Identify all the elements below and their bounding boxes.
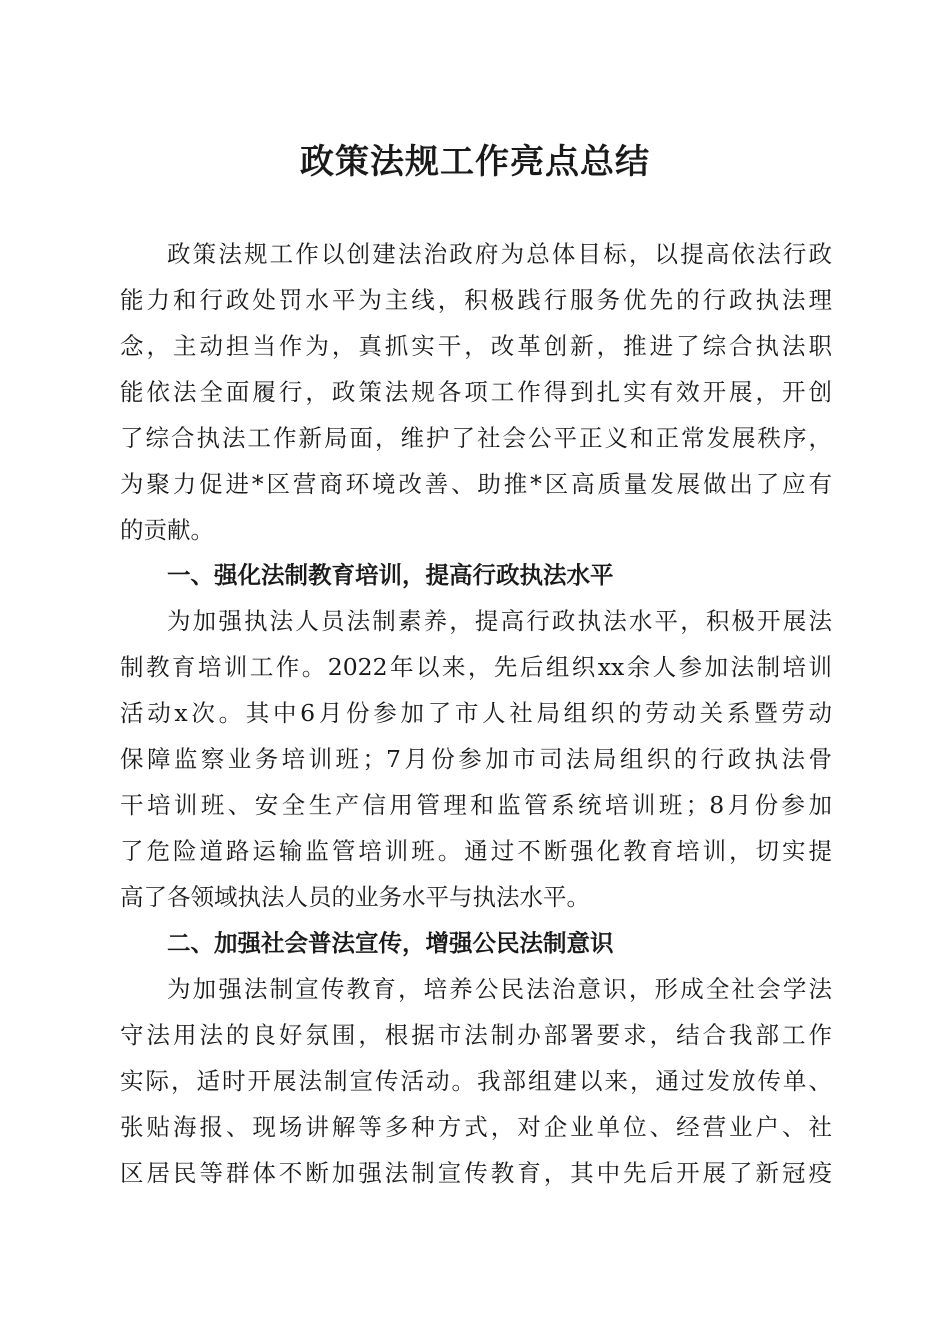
section2-line: 守法用法的良好氛围，根据市法制办部署要求，结合我部工作 xyxy=(120,1021,832,1049)
section2-line: 区居民等群体不断加强法制宣传教育，其中先后开展了新冠疫 xyxy=(120,1159,832,1187)
section1-line: 高了各领域执法人员的业务水平与执法水平。 xyxy=(120,883,590,911)
section1-line: 制教育培训工作。2022年以来，先后组织xx余人参加法制培训 xyxy=(120,653,832,681)
section1-line: 为加强执法人员法制素养，提高行政执法水平，积极开展法 xyxy=(167,607,832,635)
section-heading-1: 一、强化法制教育培训，提高行政执法水平 xyxy=(167,561,614,589)
intro-line: 念，主动担当作为，真抓实干，改革创新，推进了综合执法职 xyxy=(120,332,832,360)
section2-line: 实际，适时开展法制宣传活动。我部组建以来，通过发放传单、 xyxy=(120,1067,832,1095)
section1-line: 干培训班、安全生产信用管理和监管系统培训班；8月份参加 xyxy=(120,791,832,819)
section1-line: 了危险道路运输监管培训班。通过不断强化教育培训，切实提 xyxy=(120,837,832,865)
section2-line: 为加强法制宣传教育，培养公民法治意识，形成全社会学法 xyxy=(167,975,832,1003)
intro-line: 政策法规工作以创建法治政府为总体目标，以提高依法行政 xyxy=(167,240,832,268)
intro-line: 能依法全面履行，政策法规各项工作得到扎实有效开展，开创 xyxy=(120,378,832,406)
document-title: 政策法规工作亮点总结 xyxy=(300,142,650,182)
intro-line: 的贡献。 xyxy=(120,516,214,544)
intro-line: 为聚力促进*区营商环境改善、助推*区高质量发展做出了应有 xyxy=(120,470,832,498)
section2-line: 张贴海报、现场讲解等多种方式，对企业单位、经营业户、社 xyxy=(120,1113,832,1141)
intro-line: 能力和行政处罚水平为主线，积极践行服务优先的行政执法理 xyxy=(120,286,832,314)
section1-line: 保障监察业务培训班；7月份参加市司法局组织的行政执法骨 xyxy=(120,745,832,773)
section-heading-2: 二、加强社会普法宣传，增强公民法制意识 xyxy=(167,929,614,957)
intro-line: 了综合执法工作新局面，维护了社会公平正义和正常发展秩序， xyxy=(120,424,832,452)
section1-line: 活动x次。其中6月份参加了市人社局组织的劳动关系暨劳动 xyxy=(120,699,832,727)
